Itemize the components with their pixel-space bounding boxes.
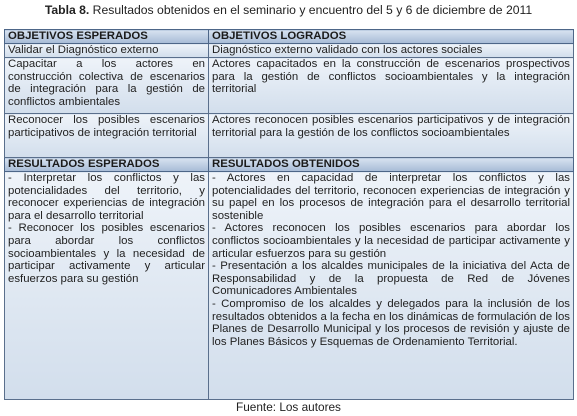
table-caption-label: Tabla 8. (44, 3, 90, 17)
resultado-obtenido-item: - Actores reconocen los posibles escenarios para abordar los conflictos socioambientales y la necesidad de participar activamente y articular esfuerzos para su gestión (212, 222, 570, 260)
results-table (4, 29, 574, 400)
objetivo-esperado-cell: Validar el Diagnóstico externo (5, 44, 209, 58)
resultado-obtenido-item: - Compromiso de los alcaldes y delegados para la inclusión de los resultados obtenidos a la fecha en los dinámicas de formulación de los Planes de Desarrollo Municipal y los procesos de revisión y ajuste de los Planes Básicos y Esquemas de Ordenamiento Territorial. (212, 297, 570, 348)
objetivo-esperado-cell: Reconocer los posibles escenarios participativos de integración territorial (5, 114, 209, 158)
resultado-esperado-item: - Interpretar los conflictos y las potencialidades del territorio, y reconocer experiencias de integración para el desarrollo territorial (8, 172, 205, 222)
resultados-obtenidos-cell (209, 172, 574, 400)
table-source: Fuente: Los autores (236, 400, 341, 414)
resultado-esperado-item: - Reconocer los posibles escenarios para abordar los conflictos socioambientales y la necesidad de participar activamente y articular esfuerzos para su gestión (8, 222, 205, 285)
objetivo-logrado-cell: Actores reconocen posibles escenarios participativos y de integración territorial para la gestión de los conflictos socioambientales (209, 114, 574, 158)
table-caption (0, 3, 577, 17)
resultado-obtenido-item: - Actores en capacidad de interpretar los conflictos y las potencialidades del territorio, reconocen experiencias de integración y su papel en los procesos de integración para el desarrollo territorial sostenible (212, 172, 570, 222)
resultados-esperados-cell (5, 172, 209, 400)
objetivo-logrado-cell: Diagnóstico externo validado con los actores sociales (209, 44, 574, 58)
header-resultados-obtenidos: RESULTADOS OBTENIDOS (209, 158, 574, 172)
header-objetivos-esperados: OBJETIVOS ESPERADOS (5, 30, 209, 44)
objetivo-logrado-cell: Actores capacitados en la construcción de escenarios prospectivos para la gestión de conflictos socioambientales y la integración territorial (209, 58, 574, 114)
table-caption-text: Resultados obtenidos en el seminario y encuentro del 5 y 6 de diciembre de 2011 (89, 3, 533, 17)
header-resultados-esperados: RESULTADOS ESPERADOS (5, 158, 209, 172)
header-objetivos-logrados: OBJETIVOS LOGRADOS (209, 30, 574, 44)
resultado-obtenido-item: - Presentación a los alcaldes municipales de la iniciativa del Acta de Responsabilidad y de la propuesta de Red de Jóvenes Comunicadores Ambientales (212, 260, 570, 298)
objetivo-esperado-cell: Capacitar a los actores en construcción colectiva de escenarios de integración para la gestión de conflictos ambientales (5, 58, 209, 114)
